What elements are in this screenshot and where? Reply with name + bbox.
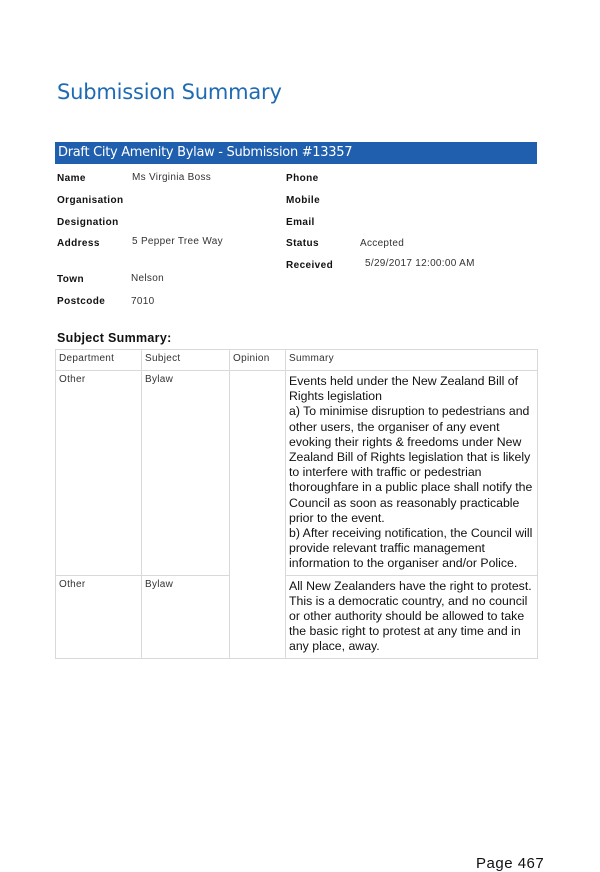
received-value: 5/29/2017 12:00:00 AM <box>365 258 475 269</box>
status-label: Status <box>286 238 319 249</box>
column-header-opinion: Opinion <box>230 350 286 371</box>
column-header-department: Department <box>56 350 142 371</box>
town-label: Town <box>57 274 84 285</box>
subject-summary-table <box>55 349 538 659</box>
submission-banner: Draft City Amenity Bylaw - Submission #13357 <box>55 142 537 164</box>
postcode-label: Postcode <box>57 296 106 307</box>
table-row <box>56 575 538 658</box>
name-label: Name <box>57 173 86 184</box>
row-opinion <box>230 575 286 658</box>
subject-summary-heading: Subject Summary: <box>57 331 172 345</box>
mobile-label: Mobile <box>286 195 321 206</box>
row-department: Other <box>56 575 142 658</box>
table-header-row <box>56 350 538 371</box>
row-summary: All New Zealanders have the right to protest. This is a democratic country, and no council or other authority should be allowed to take the basic right to protest at any time and in any place, away. <box>286 575 538 658</box>
designation-label: Designation <box>57 217 119 228</box>
received-label: Received <box>286 260 334 271</box>
row-summary: Events held under the New Zealand Bill of Rights legislation a) To minimise disruption to pedestrians and other users, the organiser of any event evoking their rights & freedoms under New Zealand Bill of Rights legislation that is likely to interfere with traffic or pedestrian thoroughfare in a public place shall notify the Council as soon as reasonably practicable prior to the event. b) After receiving notification, the Council will provide relevant traffic management information to the organiser and/or Police. <box>286 371 538 576</box>
page-title: Submission Summary <box>57 80 282 104</box>
page-number: Page 467 <box>476 855 545 872</box>
row-subject: Bylaw <box>142 575 230 658</box>
email-label: Email <box>286 217 315 228</box>
postcode-value: 7010 <box>131 296 155 307</box>
phone-label: Phone <box>286 173 319 184</box>
row-opinion <box>230 371 286 576</box>
row-subject: Bylaw <box>142 371 230 576</box>
organisation-label: Organisation <box>57 195 124 206</box>
row-department: Other <box>56 371 142 576</box>
column-header-subject: Subject <box>142 350 230 371</box>
address-label: Address <box>57 238 100 249</box>
address-value: 5 Pepper Tree Way <box>132 236 223 247</box>
name-value: Ms Virginia Boss <box>132 172 212 183</box>
table-row <box>56 371 538 576</box>
town-value: Nelson <box>131 273 164 284</box>
column-header-summary: Summary <box>286 350 538 371</box>
status-value: Accepted <box>360 238 405 249</box>
